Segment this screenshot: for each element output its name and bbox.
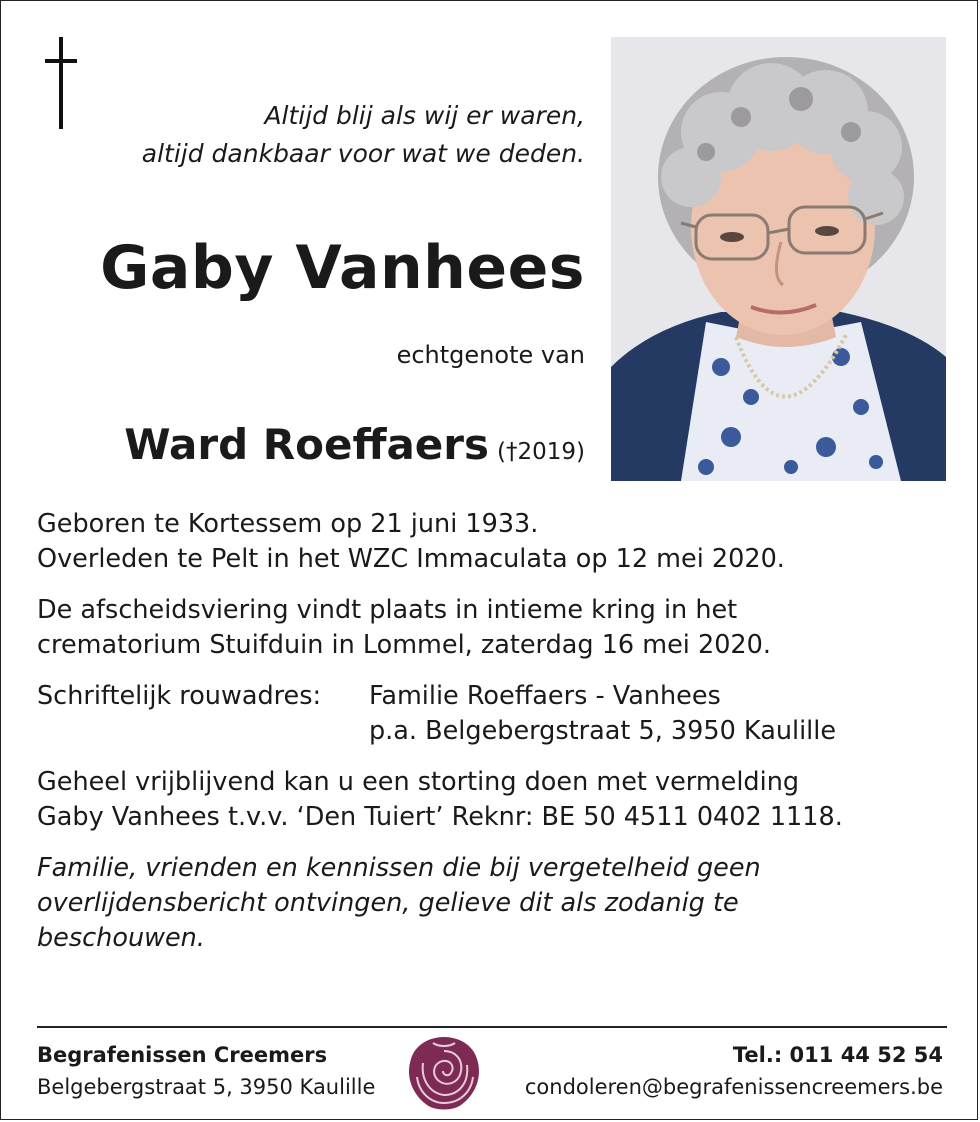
birth-text: Geboren te Kortessem op 21 juni 1933. [37,509,539,539]
funeral-home-address: Belgebergstraat 5, 3950 Kaulille [37,1075,376,1099]
portrait-illustration [611,37,946,481]
motto-line-1: Altijd blij als wij er waren, [264,101,585,130]
funeral-home-name: Begrafenissen Creemers [37,1043,328,1067]
donation-line-1: Geheel vrijblijvend kan u een storting doen met vermelding [37,767,800,797]
spouse [5,417,585,473]
footer-right [525,1039,943,1103]
obituary-body [37,507,957,972]
note-line-2: overlijdensbericht ontvingen, gelieve dit als zodanig te [37,888,739,918]
ceremony-line-1: De afscheidsviering vindt plaats in intieme kring in het [37,595,738,625]
address-label: Schriftelijk rouwadres: [37,681,322,711]
relation-text: echtgenote van [396,341,585,369]
footer-left [37,1039,375,1103]
spouse-died: (†2019) [497,439,585,465]
death-text: Overleden te Pelt in het WZC Immaculata op 12 mei 2020. [37,544,785,574]
address-line-1: Familie Roeffaers - Vanhees [369,681,721,711]
footer-divider [37,1026,947,1028]
email-address: condoleren@begrafenissencreemers.be [524,1075,943,1099]
ceremony-paragraph [37,593,957,663]
dates-paragraph [37,507,957,577]
portrait-photo [611,37,946,481]
donation-line-2: Gaby Vanhees t.v.v. ‘Den Tuiert’ Reknr: BE 50 4511 0402 1118. [37,802,843,832]
address-paragraph [37,679,957,749]
deceased-name: Gaby Vanhees [100,233,585,303]
donation-paragraph [37,765,957,835]
address-line-2: p.a. Belgebergstraat 5, 3950 Kaulille [369,716,837,746]
rose-logo-icon [403,1033,485,1115]
ceremony-line-2: crematorium Stuifduin in Lommel, zaterdag 16 mei 2020. [37,630,771,660]
note-line-1: Familie, vrienden en kennissen die bij vergetelheid geen [37,853,761,883]
spouse-name: Ward Roeffaers [124,420,490,469]
note-paragraph [37,851,957,956]
motto [25,97,585,173]
note-line-3: beschouwen. [37,923,205,953]
motto-line-2: altijd dankbaar voor wat we deden. [141,139,585,168]
phone-number: Tel.: 011 44 52 54 [732,1043,943,1067]
